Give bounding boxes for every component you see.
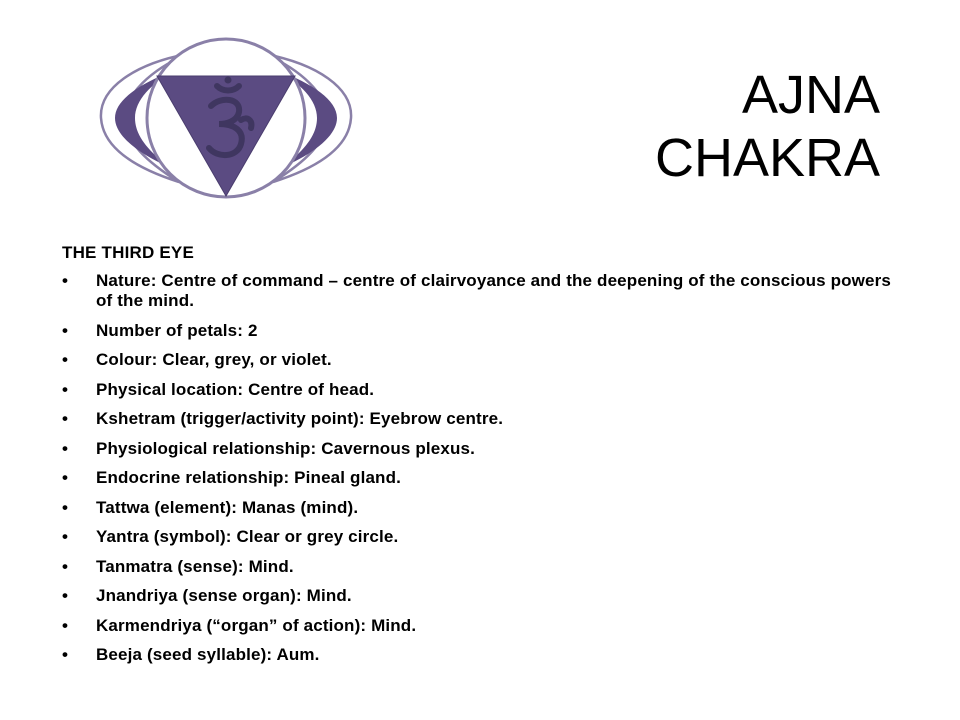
subtitle: THE THIRD EYE bbox=[62, 243, 195, 262]
list-item-text: Jnandriya (sense organ): Mind. bbox=[96, 586, 352, 605]
list-item-text: Colour: Clear, grey, or violet. bbox=[96, 350, 332, 369]
bullet-icon: • bbox=[62, 350, 69, 369]
list-item-text: Karmendriya (“organ” of action): Mind. bbox=[96, 615, 417, 635]
bullet-icon: • bbox=[62, 586, 69, 605]
bullet-icon: • bbox=[62, 320, 69, 340]
list-item-text: Physical location: Centre of head. bbox=[96, 379, 375, 399]
list-item-text: Tanmatra (sense): Mind. bbox=[96, 556, 294, 576]
bullet-icon: • bbox=[62, 615, 69, 635]
list-item bbox=[62, 409, 902, 429]
list-item bbox=[62, 645, 902, 665]
title-line-1: AJNA bbox=[741, 65, 880, 125]
bullet-icon: • bbox=[62, 468, 69, 487]
list-item-text: Number of petals: 2 bbox=[96, 320, 258, 340]
list-item-text: Tattwa (element): Manas (mind). bbox=[96, 497, 359, 517]
list-item bbox=[62, 616, 902, 636]
content bbox=[62, 241, 902, 675]
bullet-icon: • bbox=[62, 497, 69, 517]
page-title bbox=[655, 64, 880, 190]
list-item bbox=[62, 439, 902, 459]
list-item bbox=[62, 586, 902, 606]
bullet-icon: • bbox=[62, 527, 69, 546]
bullet-icon: • bbox=[62, 271, 69, 290]
list-item bbox=[62, 271, 902, 311]
bullet-list bbox=[62, 271, 902, 665]
list-item bbox=[62, 498, 902, 518]
bullet-icon: • bbox=[62, 409, 69, 428]
bullet-icon: • bbox=[62, 556, 69, 576]
list-item-text: Endocrine relationship: Pineal gland. bbox=[96, 468, 401, 487]
bullet-icon: • bbox=[62, 379, 69, 399]
list-item-text: Nature: Centre of command – centre of clairvoyance and the deepening of the conscious powers of the mind. bbox=[96, 271, 892, 310]
list-item bbox=[62, 468, 902, 488]
list-item bbox=[62, 557, 902, 577]
list-item bbox=[62, 527, 902, 547]
list-item-text: Kshetram (trigger/activity point): Eyebrow centre. bbox=[96, 409, 504, 428]
ajna-chakra-symbol-icon bbox=[95, 36, 357, 200]
title-line-2: CHAKRA bbox=[654, 128, 880, 188]
bullet-icon: • bbox=[62, 645, 69, 664]
list-item-text: Beeja (seed syllable): Aum. bbox=[96, 645, 320, 664]
list-item-text: Yantra (symbol): Clear or grey circle. bbox=[96, 527, 399, 546]
bullet-icon: • bbox=[62, 438, 69, 458]
list-item bbox=[62, 350, 902, 370]
list-item bbox=[62, 321, 902, 341]
list-item bbox=[62, 380, 902, 400]
list-item-text: Physiological relationship: Cavernous plexus. bbox=[96, 438, 475, 458]
